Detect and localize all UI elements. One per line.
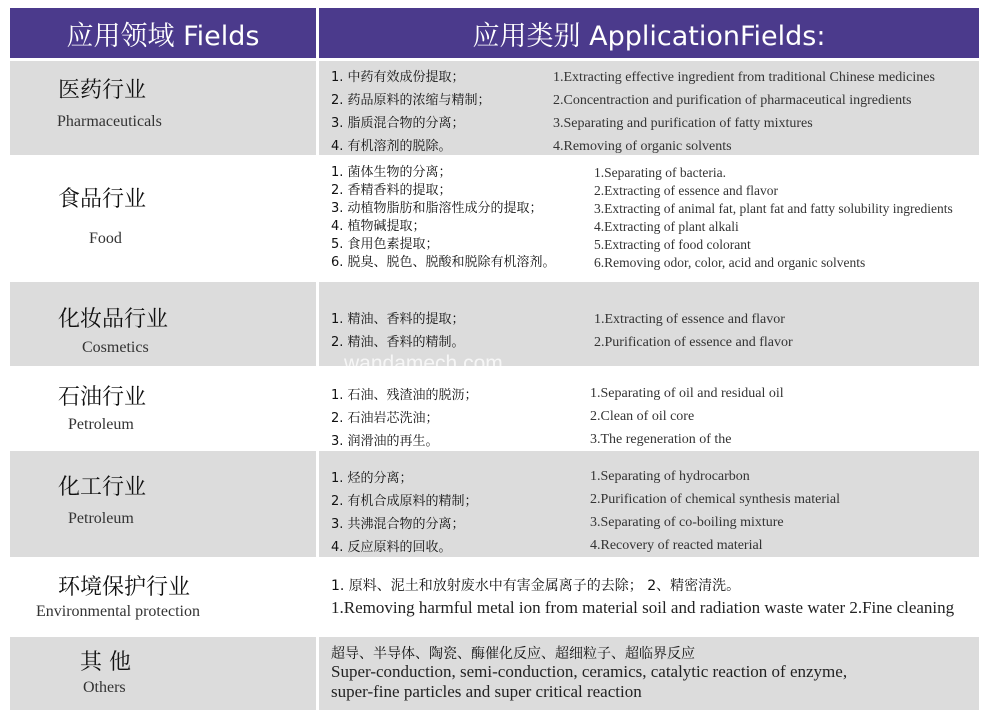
application-list-cn [331,164,556,272]
list-item: 4. 反应原料的回收。 [331,540,452,555]
list-item: 3. 动植物脂肪和脂溶性成分的提取； [331,201,543,216]
list-item: 3.Separating and purification of fatty mixtures [553,116,813,131]
field-name-en: Food [89,230,122,247]
list-item: 2.Clean of oil core [590,409,695,424]
list-item: 1.Extracting effective ingredient from traditional Chinese medicines [553,70,935,85]
list-item: 4.Extracting of plant alkali [594,219,739,234]
application-cell [319,451,979,557]
list-item: 1. 菌体生物的分离； [331,165,452,180]
list-item: 3.Separating of co-boiling mixture [590,515,784,530]
field-name-cn: 环境保护行业 [58,575,191,600]
list-item: 1.Separating of oil and residual oil [590,386,784,401]
table-row-chemical [10,451,979,557]
text-line: Super-conduction, semi-conduction, ceramics, catalytic reaction of enzyme, [331,662,848,681]
list-item: 6. 脱臭、脱色、脱酸和脱除有机溶剂。 [331,255,556,270]
list-item: 3.The regeneration of the [590,432,732,447]
field-cell [10,282,316,366]
field-name-cn: 食品行业 [58,187,147,212]
list-item: 6.Removing odor, color, acid and organic solvents [594,255,866,270]
list-item: 3.Extracting of animal fat, plant fat and fatty solubility ingredients [594,201,953,216]
list-item: 2. 香精香料的提取； [331,183,452,198]
table-row-petroleum [10,366,979,451]
field-name-en: Petroleum [68,510,134,527]
application-cell [319,366,979,451]
list-item: 3. 脂质混合物的分离； [331,116,465,131]
application-cell [319,158,979,282]
application-list-en [553,66,935,158]
field-cell [10,560,316,634]
list-item: 1. 烃的分离； [331,471,413,486]
field-name-en: Cosmetics [82,339,149,356]
application-list-cn [331,467,478,559]
text-line: super-fine particles and super critical reaction [331,682,642,701]
list-item: 4. 植物碱提取； [331,219,426,234]
application-text-en [331,662,847,702]
list-item: 2.Concentraction and purification of pharmaceutical ingredients [553,93,912,108]
list-item: 3. 共沸混合物的分离； [331,517,465,532]
list-item: 4. 有机溶剂的脱除。 [331,139,452,154]
application-list-cn [331,384,478,453]
application-cell [319,61,979,155]
list-item: 2. 有机合成原料的精制； [331,494,478,509]
header-fields: 应用领域 Fields [10,8,316,58]
application-list-cn [331,308,465,354]
header-application-fields: 应用类别 ApplicationFields: [319,8,979,58]
field-name-cn: 医药行业 [58,78,147,103]
application-list-en [594,164,953,272]
field-name-cn: 化工行业 [58,475,147,500]
field-cell [10,637,316,710]
field-name-en: Environmental protection [36,603,200,620]
list-item: 5. 食用色素提取； [331,237,439,252]
list-item: 5.Extracting of food colorant [594,237,751,252]
list-item: 1.Separating of bacteria. [594,165,726,180]
application-text-en: 1.Removing harmful metal ion from material soil and radiation waste water 2.Fine cleaning [331,598,955,617]
field-cell [10,366,316,451]
application-list-en [590,465,840,557]
list-item: 1.Extracting of essence and flavor [594,312,785,327]
field-cell [10,451,316,557]
list-item: 1. 中药有效成份提取； [331,70,465,85]
application-text-cn: 超导、半导体、陶瓷、酶催化反应、超细粒子、超临界反应 [331,646,695,662]
list-item: 4.Removing of organic solvents [553,139,732,154]
list-item: 2. 石油岩芯洗油； [331,411,439,426]
list-item: 1. 精油、香料的提取； [331,312,465,327]
table-row-others [10,637,979,710]
table-row-environmental [10,560,979,634]
list-item: 4.Recovery of reacted material [590,538,763,553]
list-item: 1. 石油、残渣油的脱沥； [331,388,478,403]
application-cell [319,560,979,634]
list-item: 2. 精油、香料的精制。 [331,335,465,350]
list-item: 2.Purification of essence and flavor [594,335,793,350]
field-cell [10,158,316,282]
table-row-pharmaceuticals [10,61,979,155]
field-name-cn: 石油行业 [58,385,147,410]
table-row-food [10,158,979,282]
field-name-en: Petroleum [68,416,134,433]
list-item: 2.Extracting of essence and flavor [594,183,779,198]
application-cell [319,637,979,710]
field-name-en: Others [83,679,126,696]
application-list-en [590,382,784,451]
watermark: wandamech.com [344,352,503,375]
list-item: 1.Separating of hydrocarbon [590,469,750,484]
field-name-en: Pharmaceuticals [57,113,162,130]
field-name-cn: 化妆品行业 [58,307,169,332]
application-list-cn [331,66,491,158]
field-name-cn: 其 他 [80,650,131,675]
list-item: 2.Purification of chemical synthesis material [590,492,840,507]
field-cell [10,61,316,155]
list-item: 3. 润滑油的再生。 [331,434,439,449]
list-item: 2. 药品原料的浓缩与精制； [331,93,491,108]
application-list-en [594,308,793,354]
application-text-cn: 1. 原料、泥土和放射废水中有害金属离子的去除； 2、精密清洗。 [331,578,741,594]
